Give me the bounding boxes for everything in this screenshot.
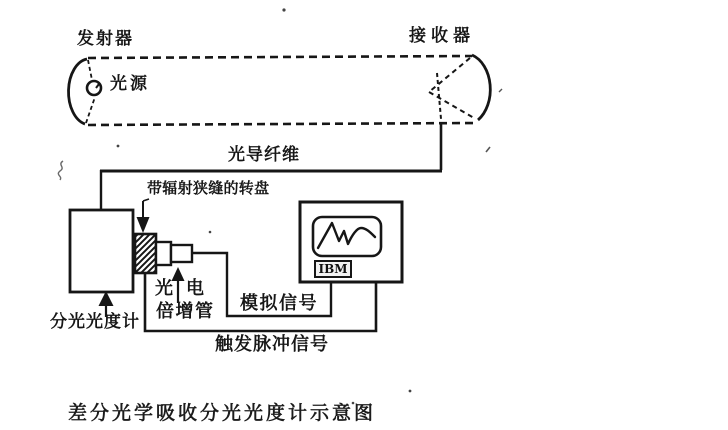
receiver-label: 接收器 xyxy=(409,26,475,46)
pmt-label-multiplier: 倍增管 xyxy=(156,301,215,322)
optical-fiber-line xyxy=(100,123,442,211)
trigger-signal-label: 触发脉冲信号 xyxy=(215,334,329,355)
spectrophotometer-box xyxy=(70,210,133,292)
chopper-pointer-arrow xyxy=(137,199,150,233)
optical-fiber-label: 光导纤维 xyxy=(228,145,300,165)
light-source-bulb xyxy=(87,81,101,95)
figure-caption: 差分光学吸收分光光度计示意图 xyxy=(68,402,377,424)
photomultiplier-tube xyxy=(156,242,192,265)
pmt-label-char-electric: 电 xyxy=(186,278,204,299)
light-source-label: 光源 xyxy=(110,74,150,94)
analog-signal-label: 模拟信号 xyxy=(240,293,318,314)
transmitter-label: 发射器 xyxy=(77,29,134,49)
pmt-label-char-photo: 光 xyxy=(155,278,173,299)
computer-brand-badge: IBM xyxy=(314,260,352,278)
chopper-disk-block xyxy=(135,234,156,273)
spectrophotometer-label: 分光光度计 xyxy=(50,312,140,332)
transmitter-endcap xyxy=(68,59,87,124)
pmt-pointer-arrow xyxy=(172,267,185,303)
receiver-endcap xyxy=(472,55,490,120)
chopper-disk-label: 带辐射狭缝的转盘 xyxy=(147,179,270,197)
